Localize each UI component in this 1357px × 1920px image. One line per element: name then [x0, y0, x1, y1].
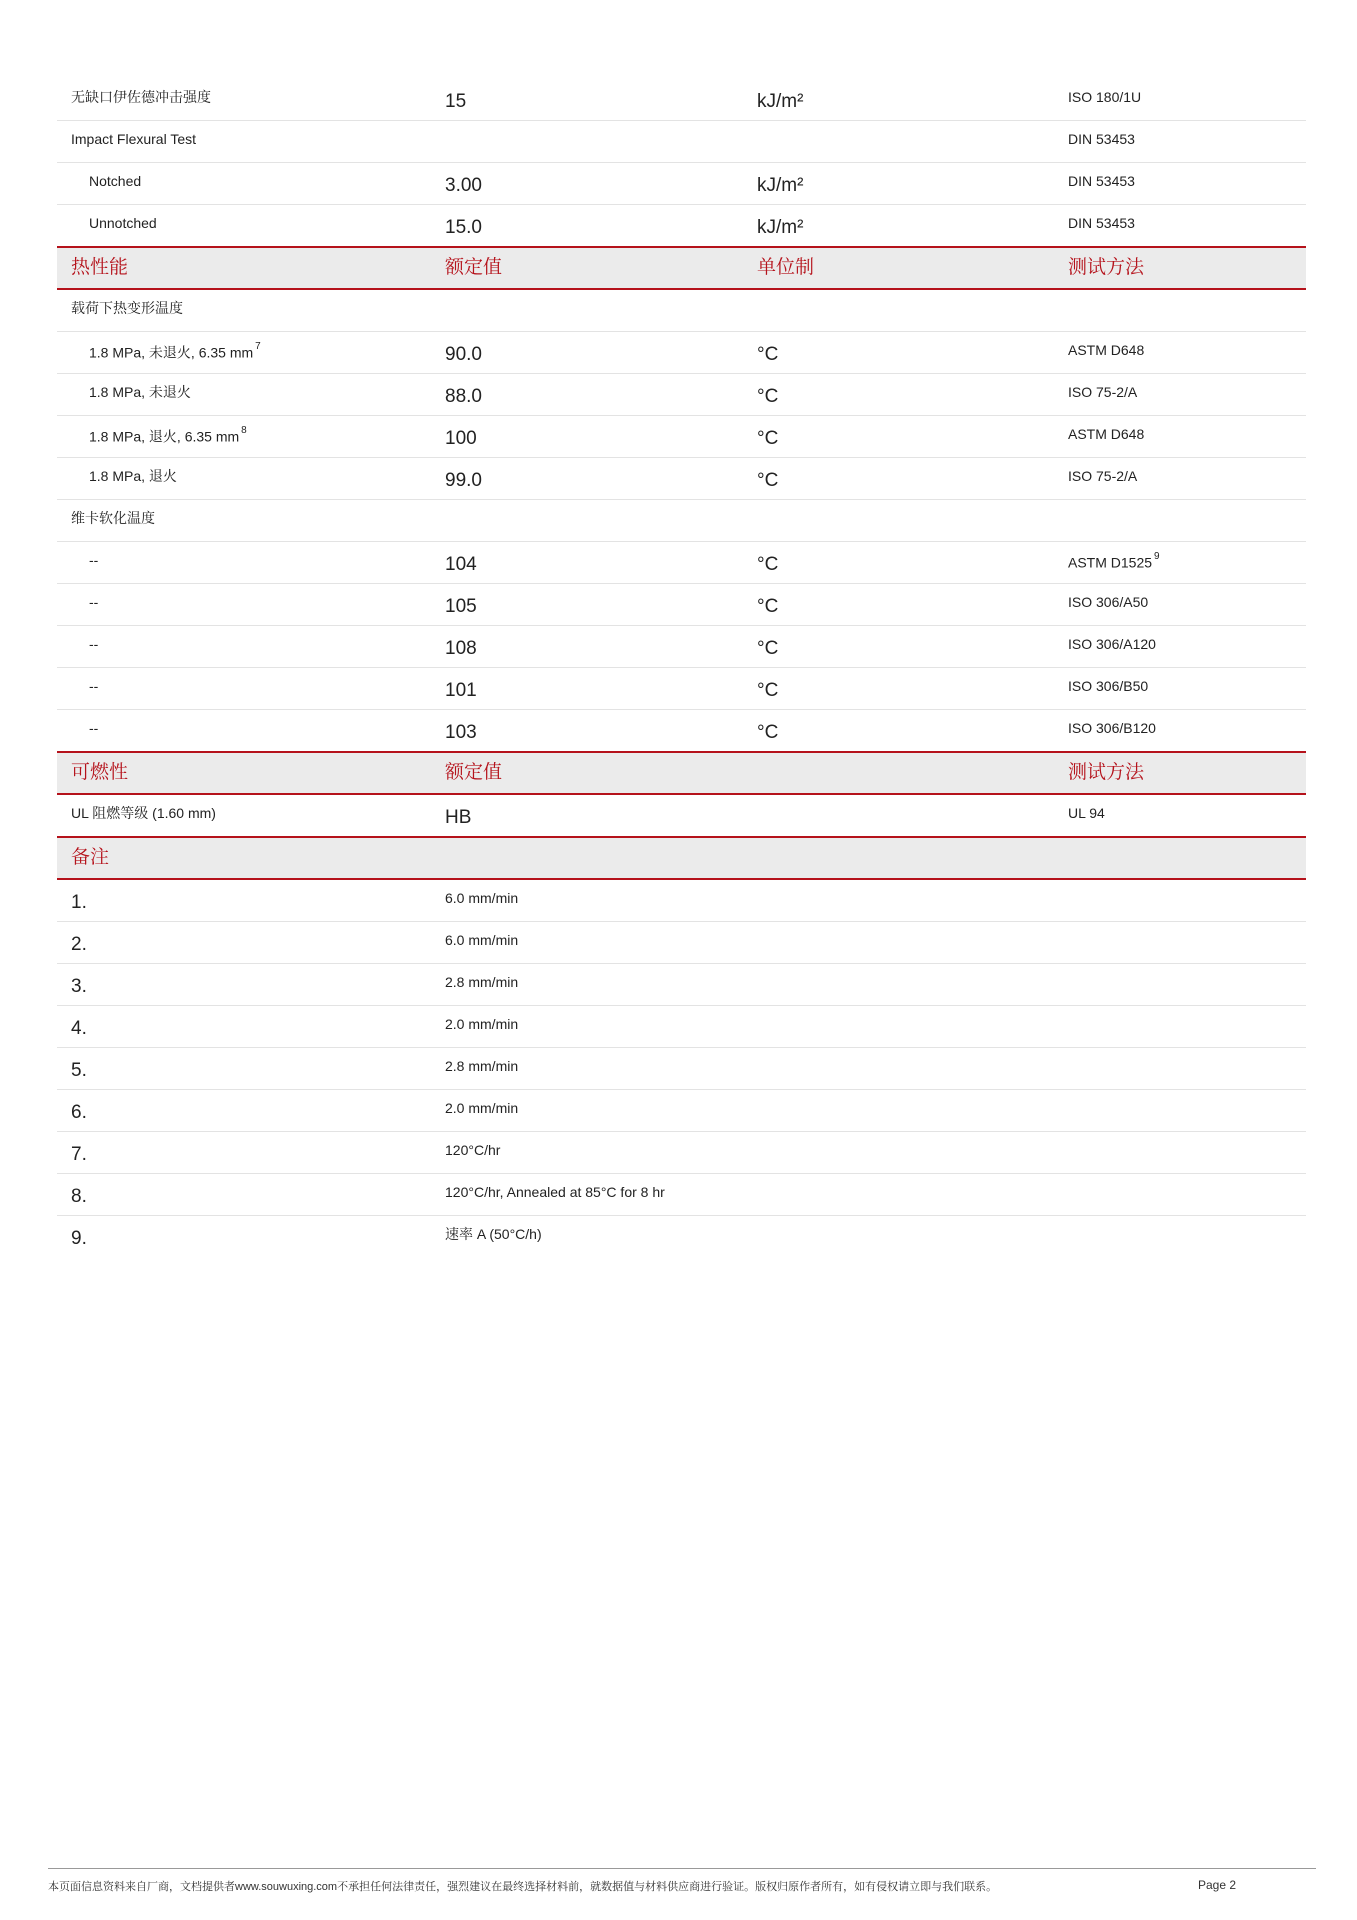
column-header-method: 测试方法 [1068, 762, 1145, 783]
note-number: 4. [71, 1018, 87, 1039]
table-row [57, 795, 1306, 836]
note-text: 120°C/hr [445, 1142, 501, 1158]
property-name: 1.8 MPa, 退火 [89, 468, 177, 484]
test-method: ASTM D648 [1068, 342, 1145, 358]
note-item [57, 922, 1306, 964]
unit: °C [757, 386, 779, 407]
rated-value: 90.0 [445, 344, 482, 365]
table-row [57, 332, 1306, 374]
rated-value: 15.0 [445, 217, 482, 238]
note-item [57, 1132, 1306, 1174]
rated-value: 3.00 [445, 175, 482, 196]
test-method: ISO 180/1U [1068, 89, 1142, 105]
footnote-ref: 7 [255, 341, 261, 352]
table-row [57, 500, 1306, 542]
note-item [57, 1216, 1306, 1257]
rated-value: HB [445, 807, 472, 828]
note-text: 120°C/hr, Annealed at 85°C for 8 hr [445, 1184, 665, 1200]
property-name: 1.8 MPa, 未退火 [89, 384, 191, 400]
property-name: -- [89, 594, 99, 610]
test-method: ISO 306/B50 [1068, 678, 1149, 694]
test-method: DIN 53453 [1068, 131, 1135, 147]
unit: °C [757, 428, 779, 449]
table-row [57, 416, 1306, 458]
unit: °C [757, 722, 779, 743]
note-text: 2.8 mm/min [445, 1058, 519, 1074]
note-text: 2.0 mm/min [445, 1100, 519, 1116]
column-header-method: 测试方法 [1068, 257, 1145, 278]
footer-divider [48, 1868, 1316, 1869]
property-name: Unnotched [89, 215, 157, 231]
table-row [57, 668, 1306, 710]
section-title: 可燃性 [71, 762, 129, 783]
section-header-flammability [57, 751, 1306, 795]
note-number: 1. [71, 892, 87, 913]
note-text: 2.0 mm/min [445, 1016, 519, 1032]
note-item [57, 1048, 1306, 1090]
note-text: 速率 A (50°C/h) [445, 1226, 542, 1242]
unit: kJ/m² [757, 91, 804, 112]
table-row [57, 710, 1306, 751]
note-item [57, 964, 1306, 1006]
rated-value: 104 [445, 554, 477, 575]
unit: °C [757, 470, 779, 491]
property-name: -- [89, 678, 99, 694]
rated-value: 15 [445, 91, 467, 112]
note-item [57, 880, 1306, 922]
table-row [57, 542, 1306, 584]
property-name: Impact Flexural Test [71, 131, 197, 147]
test-method: ISO 306/B120 [1068, 720, 1156, 736]
table-row [57, 626, 1306, 668]
table-row [57, 584, 1306, 626]
note-number: 3. [71, 976, 87, 997]
note-number: 7. [71, 1144, 87, 1165]
unit: kJ/m² [757, 175, 804, 196]
note-number: 8. [71, 1186, 87, 1207]
note-text: 2.8 mm/min [445, 974, 519, 990]
footnote-ref: 8 [241, 425, 247, 436]
group-label: 维卡软化温度 [71, 510, 155, 526]
section-title: 热性能 [71, 257, 129, 278]
unit: °C [757, 638, 779, 659]
footnote-ref: 9 [1154, 551, 1160, 562]
property-name: 1.8 MPa, 未退火, 6.35 mm $^7$ [89, 341, 261, 361]
rated-value: 100 [445, 428, 477, 449]
test-method: ASTM D1525 $^9$ [1068, 551, 1160, 571]
note-number: 2. [71, 934, 87, 955]
test-method: DIN 53453 [1068, 215, 1135, 231]
property-name: 1.8 MPa, 退火, 6.35 mm $^8$ [89, 425, 247, 445]
note-item [57, 1174, 1306, 1216]
property-name: -- [89, 636, 99, 652]
rated-value: 88.0 [445, 386, 482, 407]
group-label: 载荷下热变形温度 [71, 300, 183, 316]
property-name: -- [89, 720, 99, 736]
unit: °C [757, 596, 779, 617]
column-header-value: 额定值 [445, 762, 503, 783]
table-row [57, 458, 1306, 500]
note-text: 6.0 mm/min [445, 932, 519, 948]
rated-value: 105 [445, 596, 477, 617]
table-row [57, 121, 1306, 163]
table-row [57, 374, 1306, 416]
test-method: ISO 75-2/A [1068, 384, 1138, 400]
column-header-unit: 单位制 [757, 257, 815, 278]
unit: °C [757, 680, 779, 701]
page-number: Page 2 [1198, 1878, 1237, 1892]
test-method: ASTM D648 [1068, 426, 1145, 442]
note-text: 6.0 mm/min [445, 890, 519, 906]
section-header-thermal [57, 246, 1306, 290]
table-row [57, 205, 1306, 246]
test-method: ISO 306/A120 [1068, 636, 1156, 652]
footer-disclaimer: 本页面信息资料来自厂商，文档提供者www.souwuxing.com不承担任何法律责任，强烈建议在最终选择材料前，就数据值与材料供应商进行验证。版权归原作者所有，如有侵权请立即与我们联系。 [48, 1881, 998, 1893]
test-method: ISO 306/A50 [1068, 594, 1149, 610]
note-item [57, 1006, 1306, 1048]
rated-value: 103 [445, 722, 477, 743]
section-header-notes [57, 836, 1306, 880]
table-row [57, 79, 1306, 121]
column-header-value: 额定值 [445, 257, 503, 278]
datasheet-table [57, 79, 1306, 1257]
rated-value: 101 [445, 680, 477, 701]
property-name: UL 阻燃等级 (1.60 mm) [71, 805, 216, 821]
rated-value: 108 [445, 638, 477, 659]
section-title: 备注 [71, 847, 110, 868]
unit: °C [757, 554, 779, 575]
test-method: DIN 53453 [1068, 173, 1135, 189]
unit: °C [757, 344, 779, 365]
test-method: UL 94 [1068, 805, 1105, 821]
table-row [57, 163, 1306, 205]
note-number: 6. [71, 1102, 87, 1123]
property-name: -- [89, 552, 99, 568]
property-name: Notched [89, 173, 142, 189]
rated-value: 99.0 [445, 470, 482, 491]
property-name: 无缺口伊佐德冲击强度 [71, 89, 211, 105]
note-number: 5. [71, 1060, 87, 1081]
table-row [57, 290, 1306, 332]
note-number: 9. [71, 1228, 87, 1249]
test-method: ISO 75-2/A [1068, 468, 1138, 484]
unit: kJ/m² [757, 217, 804, 238]
note-item [57, 1090, 1306, 1132]
